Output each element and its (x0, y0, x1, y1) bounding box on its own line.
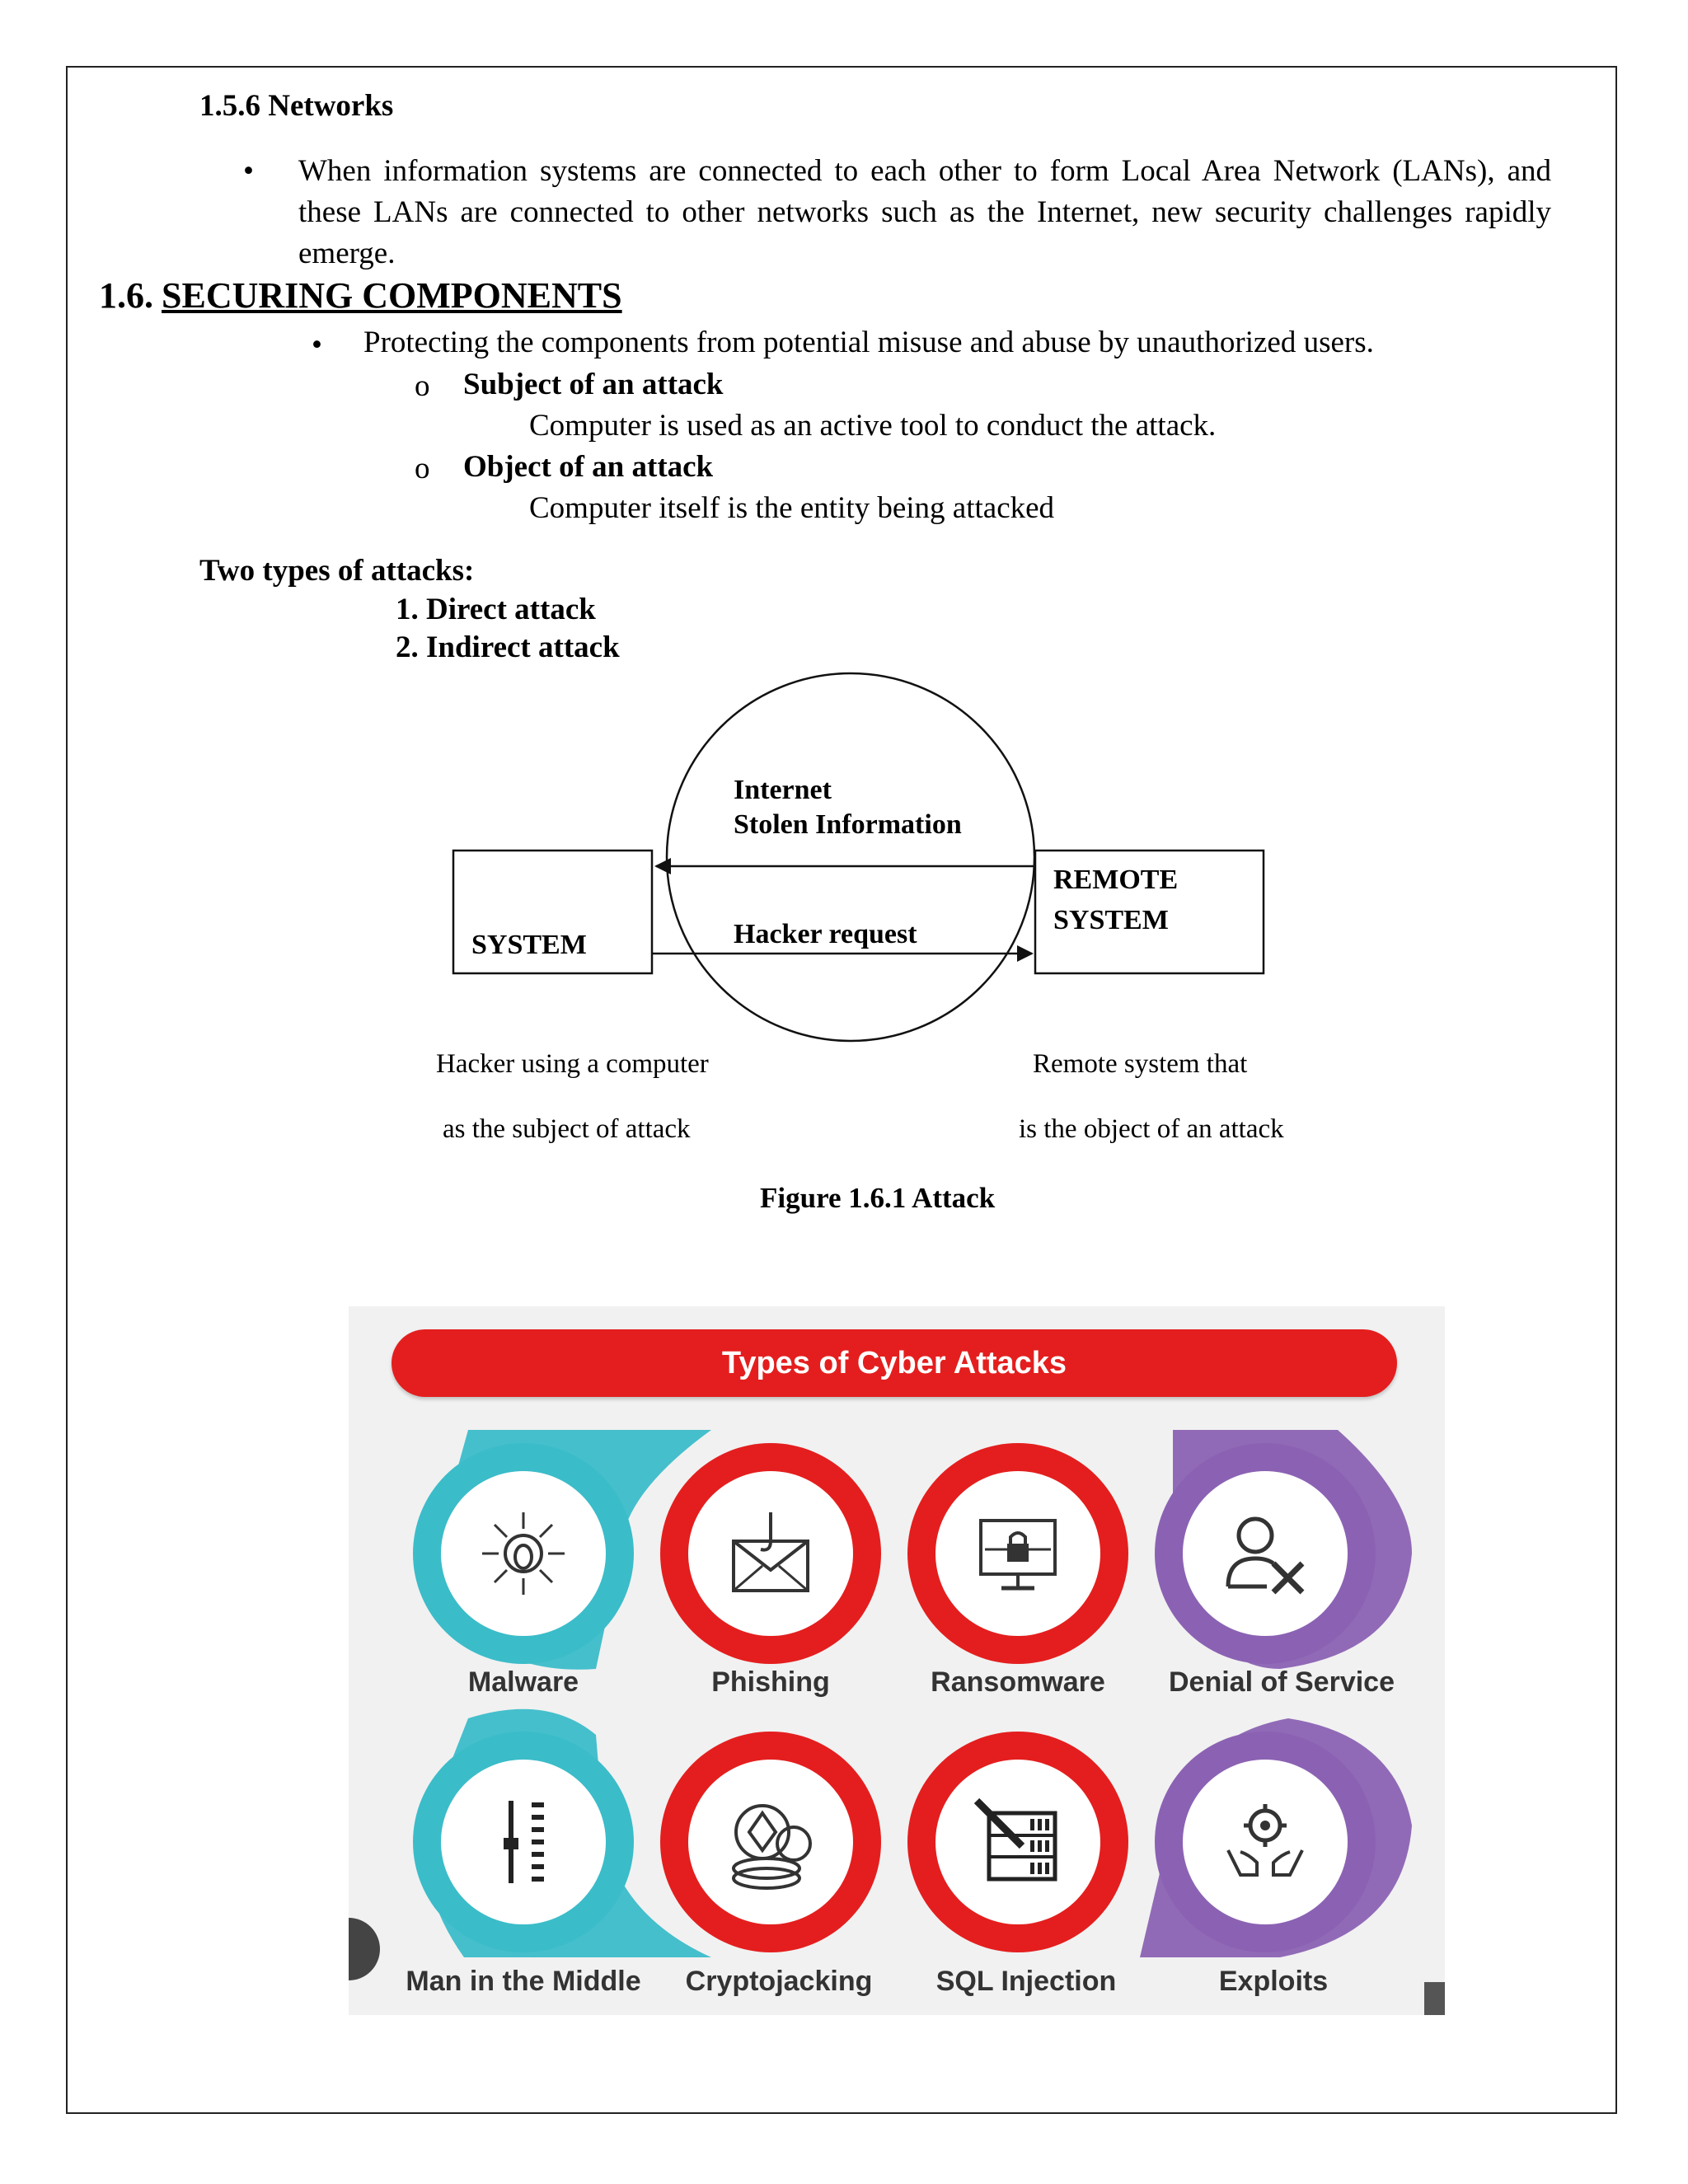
object-of-attack-desc: Computer itself is the entity being attacked (529, 491, 1055, 525)
section-156-bullet: When information systems are connected to each other to form Local Area Network (LANs), and these LANs are connected to other networks such as the Internet, new security challenges rapidly emerge. (298, 154, 1551, 270)
attack-type-item: 2. Indirect attack (396, 630, 620, 664)
hands-gear-icon (1183, 1760, 1348, 1924)
cyber-attacks-infographic (349, 1306, 1445, 2015)
section-156-heading: 1.5.6 Networks (199, 89, 394, 123)
denial-of-service-tile (1142, 1430, 1389, 1677)
stolen-info-label: Stolen Information (734, 809, 962, 840)
crypto-coins-icon (688, 1760, 853, 1924)
malware-label: Malware (467, 1666, 579, 1698)
exploits-label: Exploits (1218, 1966, 1329, 1997)
denial-of-service-label: Denial of Service (1168, 1666, 1395, 1698)
infographic-title: Types of Cyber Attacks (392, 1329, 1397, 1397)
attack-types-heading: Two types of attacks: (199, 554, 475, 588)
internet-label: Internet (734, 775, 832, 805)
left-caption-2: as the subject of attack (443, 1114, 691, 1144)
attack-type-item: 1. Direct attack (396, 593, 596, 626)
internet-circle (667, 673, 1034, 1041)
left-caption-1: Hacker using a computer (436, 1049, 709, 1079)
cryptojacking-tile (647, 1718, 894, 1966)
phishing-label: Phishing (711, 1666, 830, 1698)
system-label: SYSTEM (471, 930, 587, 960)
section-16-number: 1.6. (99, 275, 153, 316)
man-in-the-middle-label: Man in the Middle (406, 1966, 641, 1997)
subject-of-attack-desc: Computer is used as an active tool to conduct the attack. (529, 409, 1217, 443)
sql-injection-label: SQL Injection (935, 1966, 1117, 1997)
ransomware-label: Ransomware (931, 1666, 1105, 1698)
figure-caption: Figure 1.6.1 Attack (760, 1182, 996, 1214)
database-syringe-icon (935, 1760, 1100, 1924)
slider-bars-icon (441, 1760, 606, 1924)
ransomware-tile (894, 1430, 1142, 1677)
remote-label-1: REMOTE (1053, 865, 1179, 895)
cryptojacking-label: Cryptojacking (685, 1966, 873, 1997)
hacker-request-label: Hacker request (734, 919, 917, 949)
monitor-lock-icon (935, 1471, 1100, 1636)
bullet-dot: • (243, 154, 254, 188)
malware-tile (400, 1430, 647, 1677)
right-caption-1: Remote system that (1033, 1049, 1248, 1079)
bullet-dot: • (312, 328, 322, 362)
object-of-attack-title: Object of an attack (463, 450, 714, 484)
sub-bullet-circle: o (415, 369, 430, 403)
exploits-tile (1142, 1718, 1389, 1966)
user-x-icon (1183, 1471, 1348, 1636)
section-16-title: SECURING COMPONENTS (162, 275, 622, 316)
envelope-hook-icon (688, 1471, 853, 1636)
man-in-the-middle-tile (400, 1718, 647, 1966)
right-caption-2: is the object of an attack (1019, 1114, 1284, 1144)
sql-injection-tile (894, 1718, 1142, 1966)
phishing-tile (647, 1430, 894, 1677)
sub-bullet-circle: o (415, 452, 430, 485)
subject-of-attack-title: Subject of an attack (463, 368, 724, 401)
remote-label-2: SYSTEM (1053, 905, 1169, 935)
section-16-bullet: Protecting the components from potential misuse and abuse by unauthorized users. (363, 326, 1374, 359)
bug-icon (441, 1471, 606, 1636)
